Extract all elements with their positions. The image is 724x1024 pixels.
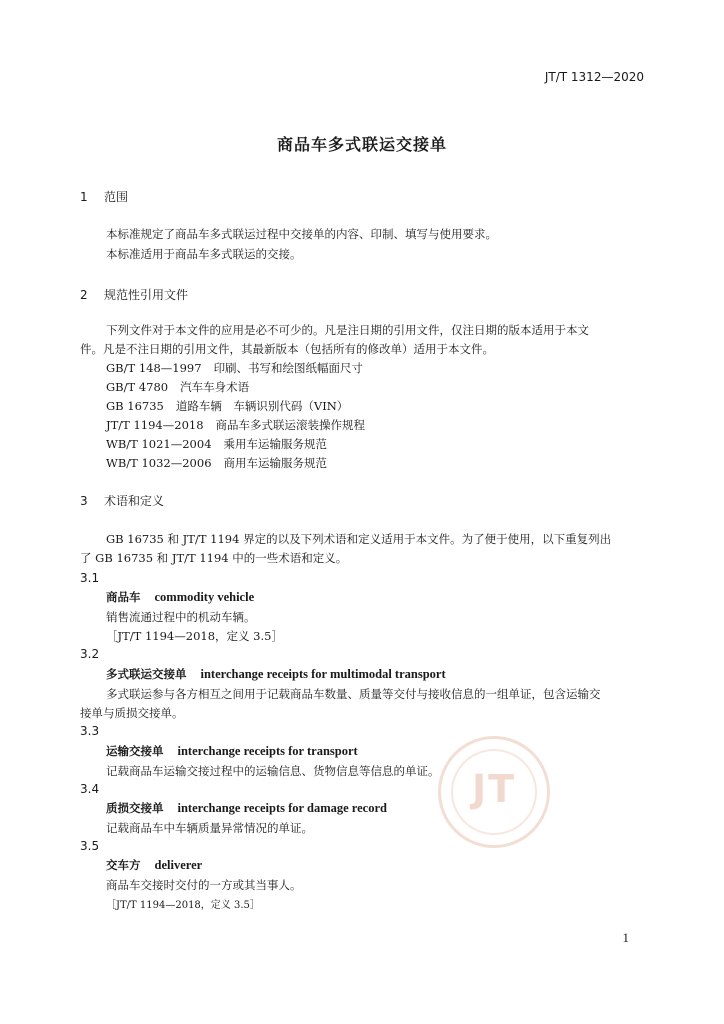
reference-code: GB/T 148—1997 <box>106 361 202 375</box>
normative-reference <box>106 398 348 414</box>
normative-reference <box>106 436 327 452</box>
term-en: commodity vehicle <box>154 590 255 604</box>
reference-name: 道路车辆 车辆识别代码（VIN） <box>175 399 349 413</box>
normative-reference <box>106 417 365 433</box>
reference-code: WB/T 1021—2004 <box>106 437 212 451</box>
section-number: 3 <box>80 494 88 508</box>
reference-code: GB/T 4780 <box>106 380 169 394</box>
term-en: interchange receipts for transport <box>177 744 358 758</box>
section-title: 术语和定义 <box>104 494 165 508</box>
term-source: ［JT/T 1194—2018，定义 3.5］ <box>106 900 260 911</box>
section-number: 1 <box>80 190 88 204</box>
term-zh: 运输交接单 <box>106 744 164 758</box>
reference-name: 印刷、书写和绘图纸幅面尺寸 <box>213 361 364 375</box>
section-title: 范围 <box>104 190 129 204</box>
reference-name: 汽车车身术语 <box>180 380 250 394</box>
section-3-heading <box>80 492 164 509</box>
reference-code: JT/T 1194—2018 <box>106 418 204 432</box>
term-zh: 交车方 <box>106 858 141 872</box>
section-2-intro-line-1: 下列文件对于本文件的应用是必不可少的。凡是注日期的引用文件，仅注日期的版本适用于本文 <box>106 323 589 337</box>
clause-number: 3.4 <box>80 782 100 796</box>
reference-name: 商用车运输服务规范 <box>223 456 328 470</box>
reference-code: GB 16735 <box>106 399 164 413</box>
term-en: deliverer <box>154 858 203 872</box>
term-heading <box>106 743 358 759</box>
term-heading <box>106 857 202 873</box>
standard-code-header: JT/T 1312—2020 <box>544 70 644 84</box>
term-en: interchange receipts for multimodal transport <box>200 667 446 681</box>
term-definition: 销售流通过程中的机动车辆。 <box>106 610 256 624</box>
page-number: 1 <box>622 930 629 945</box>
term-source: ［JT/T 1194—2018，定义 3.5］ <box>106 629 283 643</box>
term-zh: 商品车 <box>106 590 141 604</box>
section-1-heading <box>80 188 128 205</box>
term-heading <box>106 800 387 816</box>
term-definition: 多式联运参与各方相互之间用于记载商品车数量、质量等交付与接收信息的一组单证，包含运输交 <box>106 687 601 701</box>
reference-name: 乘用车运输服务规范 <box>223 437 328 451</box>
watermark-text: JT <box>471 767 517 811</box>
reference-code: WB/T 1032—2006 <box>106 456 212 470</box>
clause-number: 3.3 <box>80 724 100 738</box>
normative-reference <box>106 455 327 471</box>
section-1-paragraph-1: 本标准规定了商品车多式联运过程中交接单的内容、印制、填写与使用要求。 <box>106 227 497 241</box>
term-zh: 多式联运交接单 <box>106 667 187 681</box>
reference-name: 商品车多式联运滚装操作规程 <box>215 418 366 432</box>
section-number: 2 <box>80 288 88 302</box>
term-heading <box>106 666 446 682</box>
section-3-intro-line-2: 了 GB 16735 和 JT/T 1194 中的一些术语和定义。 <box>80 551 348 565</box>
term-en: interchange receipts for damage record <box>177 801 387 815</box>
clause-number: 3.2 <box>80 647 100 661</box>
normative-reference <box>106 379 249 395</box>
section-2-heading <box>80 286 188 303</box>
clause-number: 3.1 <box>80 571 100 585</box>
jt-watermark-stamp <box>438 736 550 848</box>
term-definition: 记载商品车中车辆质量异常情况的单证。 <box>106 821 313 835</box>
section-1-paragraph-2: 本标准适用于商品车多式联运的交接。 <box>106 247 302 261</box>
normative-reference <box>106 360 363 376</box>
section-3-intro-line-1: GB 16735 和 JT/T 1194 界定的以及下列术语和定义适用于本文件。为了便于使用，以下重复列出 <box>106 532 612 546</box>
section-title: 规范性引用文件 <box>104 288 189 302</box>
term-heading <box>106 589 254 605</box>
term-definition: 记载商品车运输交接过程中的运输信息、货物信息等信息的单证。 <box>106 764 440 778</box>
section-2-intro-line-2: 件。凡是不注日期的引用文件，其最新版本（包括所有的修改单）适用于本文件。 <box>80 342 494 356</box>
document-title: 商品车多式联运交接单 <box>276 135 447 154</box>
term-definition-continued: 接单与质损交接单。 <box>80 706 184 720</box>
term-zh: 质损交接单 <box>106 801 164 815</box>
term-definition: 商品车交接时交付的一方或其当事人。 <box>106 878 302 892</box>
clause-number: 3.5 <box>80 839 100 853</box>
